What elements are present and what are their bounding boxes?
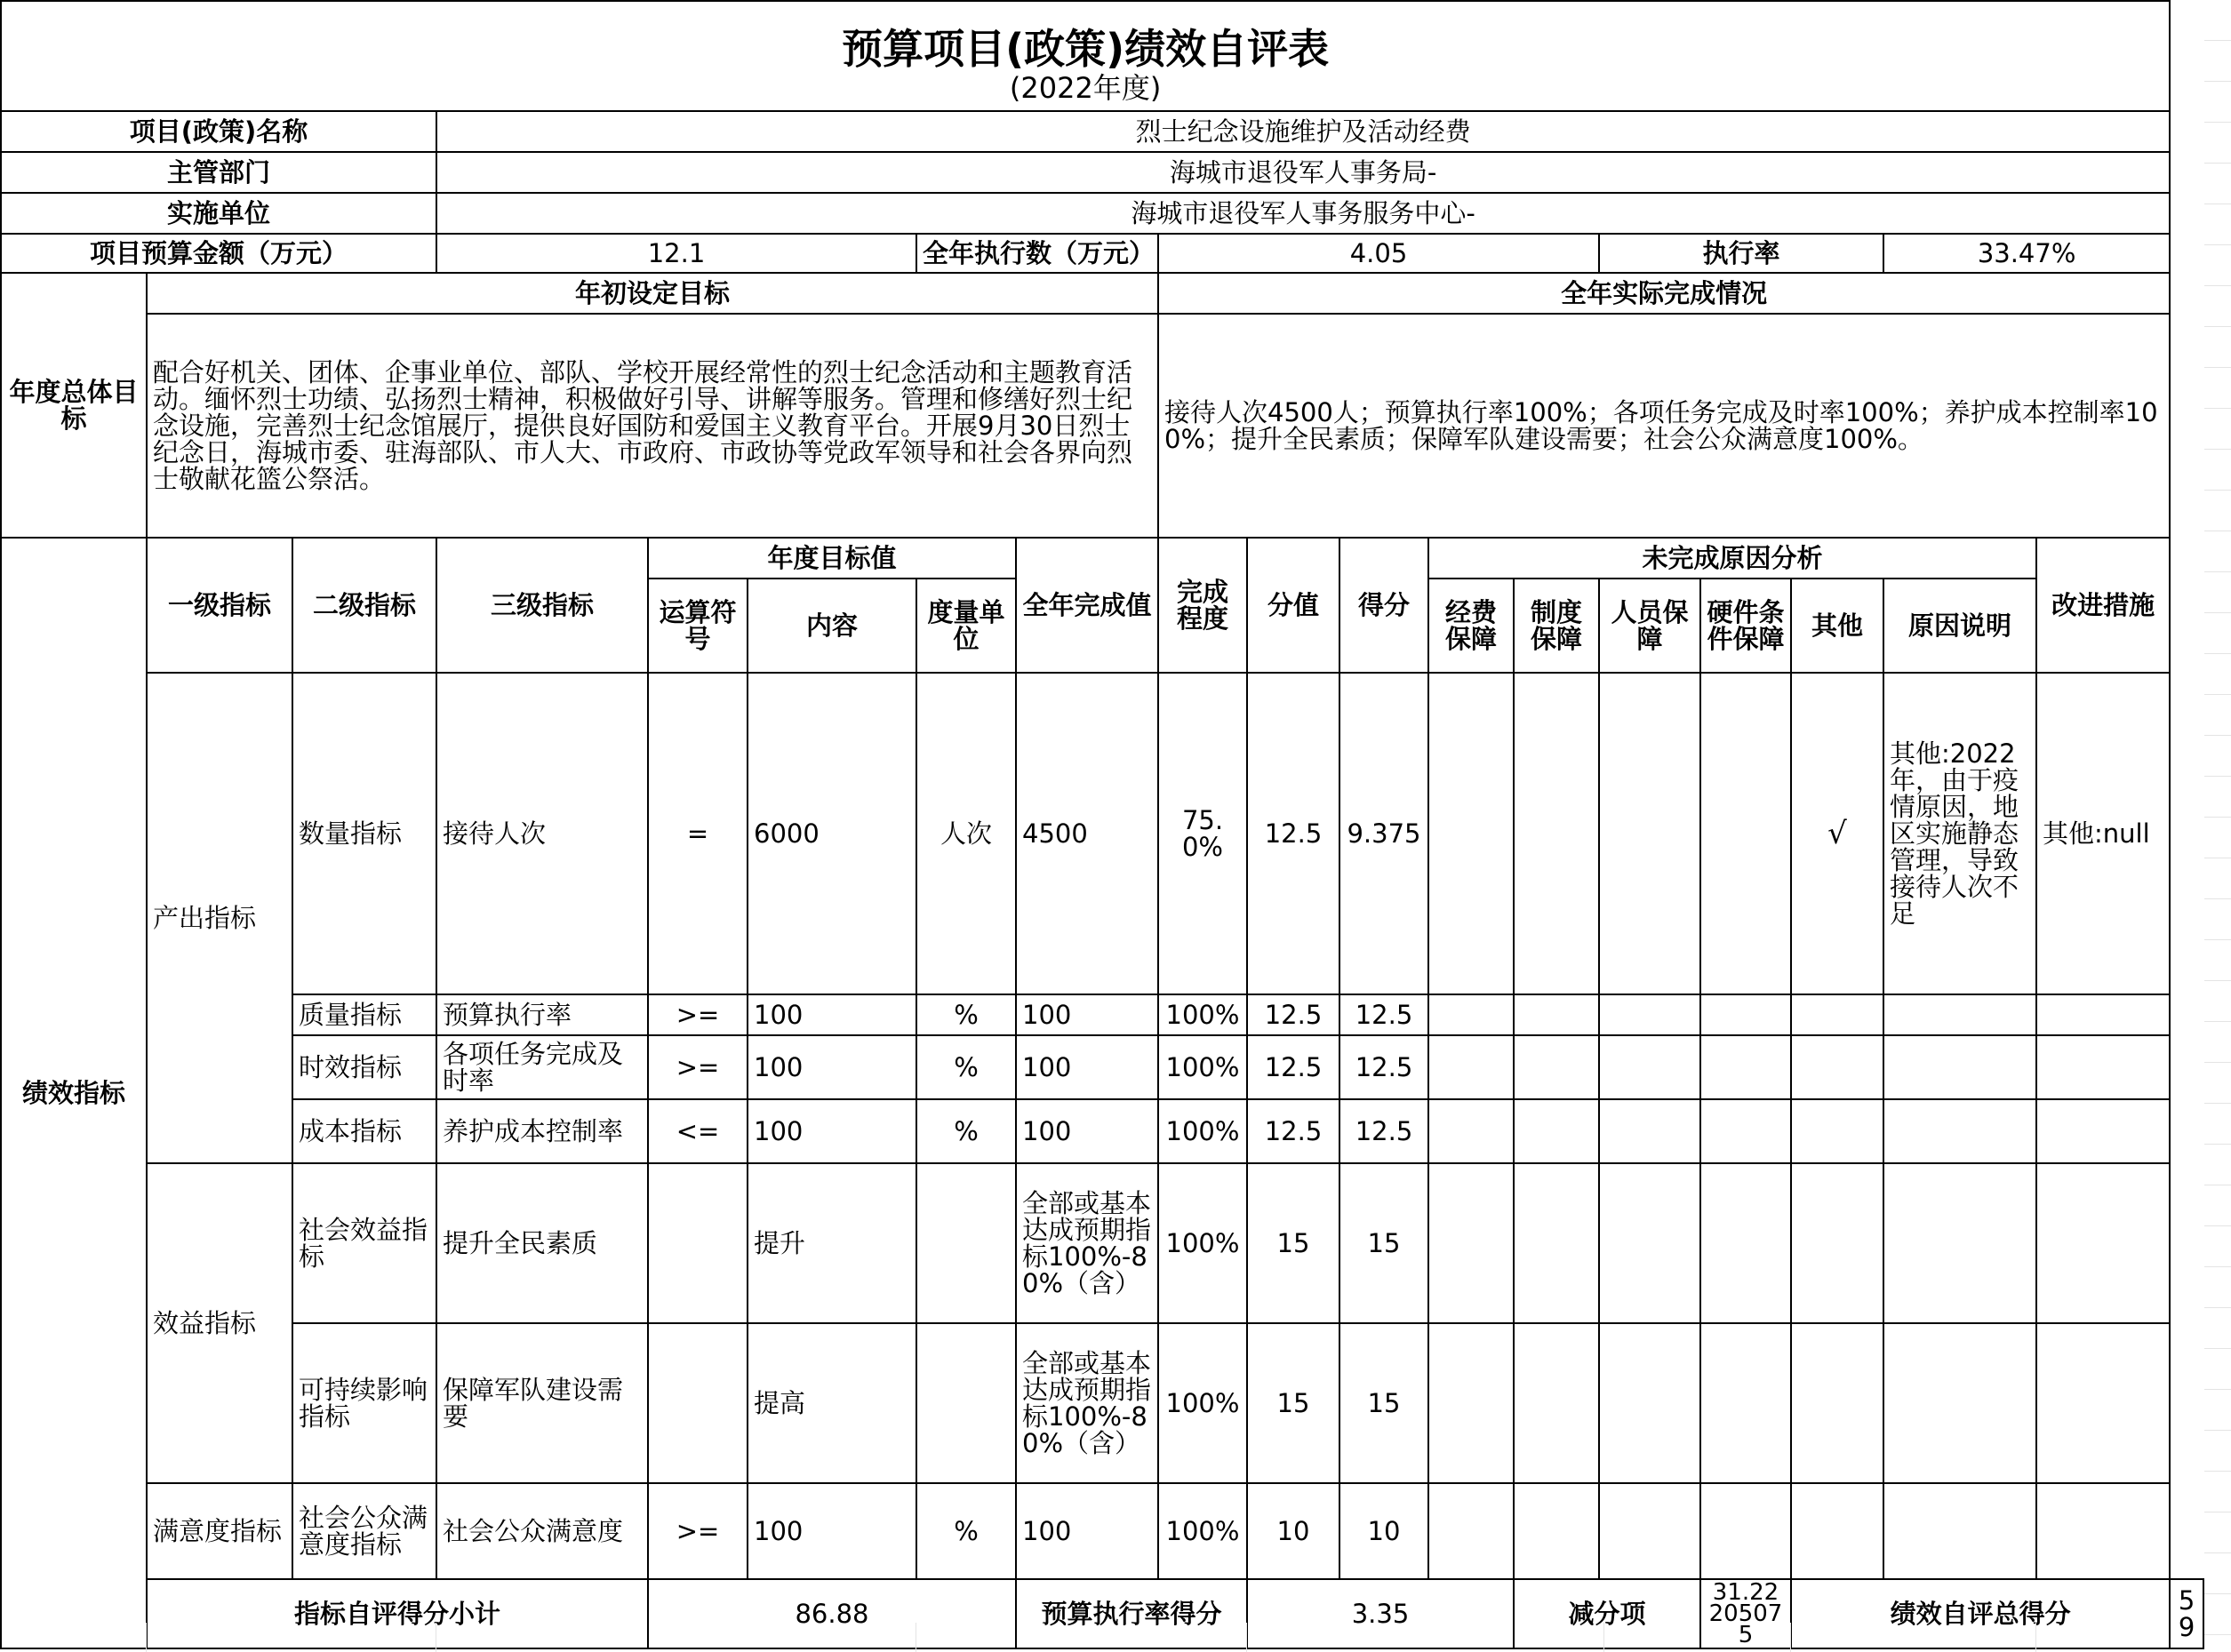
project-name-value: 烈士纪念设施维护及活动经费 — [436, 111, 2170, 152]
actual-cell: 100 — [1016, 1099, 1158, 1163]
level3-cell: 提升全民素质 — [436, 1163, 648, 1323]
header-reason-desc: 原因说明 — [1883, 579, 2036, 673]
level2-cell: 质量指标 — [292, 994, 436, 1035]
score-cell: 15 — [1247, 1323, 1339, 1483]
header-level1: 一级指标 — [147, 538, 292, 673]
got-cell: 12.5 — [1339, 1035, 1428, 1099]
reason-staff-cell — [1599, 673, 1700, 994]
dept-label: 主管部门 — [1, 152, 436, 193]
actual-cell: 全部或基本达成预期指标100%-80%（含） — [1016, 1163, 1158, 1323]
budget-label: 项目预算金额（万元） — [1, 234, 436, 273]
header-score: 分值 — [1247, 538, 1339, 673]
reason-fund-cell — [1428, 1323, 1514, 1483]
reason-system-cell — [1514, 1323, 1599, 1483]
got-cell: 10 — [1339, 1483, 1428, 1579]
table-row — [1, 994, 2203, 1035]
actual-cell: 4500 — [1016, 673, 1158, 994]
completion-cell: 100% — [1158, 1323, 1247, 1483]
page-title: 预算项目(政策)绩效自评表 — [842, 25, 1330, 73]
reason-desc-cell — [1883, 1163, 2036, 1323]
score-cell: 10 — [1247, 1483, 1339, 1579]
got-cell: 15 — [1339, 1323, 1428, 1483]
reason-staff-cell — [1599, 994, 1700, 1035]
level2-cell: 社会公众满意度指标 — [292, 1483, 436, 1579]
level3-cell: 各项任务完成及时率 — [436, 1035, 648, 1099]
unit-label: 实施单位 — [1, 193, 436, 234]
deduct-label: 减分项 — [1514, 1579, 1700, 1648]
rate-score-label: 预算执行率得分 — [1016, 1579, 1247, 1648]
reason-fund-cell — [1428, 1163, 1514, 1323]
unit-value: 海城市退役军人事务服务中心- — [436, 193, 2170, 234]
got-cell: 12.5 — [1339, 1099, 1428, 1163]
table-row — [1, 673, 2203, 994]
spreadsheet-gridlines-right — [2204, 0, 2231, 1652]
reason-desc-cell: 其他:2022年，由于疫情原因，地区实施静态管理，导致接待人次不足 — [1883, 673, 2036, 994]
content-cell: 提高 — [748, 1323, 916, 1483]
unit-cell: 人次 — [916, 673, 1016, 994]
subtotal-value: 86.88 — [648, 1579, 1016, 1648]
completion-cell: 75.0% — [1158, 673, 1247, 994]
header-unit: 度量单位 — [916, 579, 1016, 673]
reason-other-cell — [1791, 1323, 1883, 1483]
header-reason-staff: 人员保障 — [1599, 579, 1700, 673]
reason-desc-cell — [1883, 1323, 2036, 1483]
reason-hardware-cell — [1700, 994, 1791, 1035]
level2-cell: 社会效益指标 — [292, 1163, 436, 1323]
level2-cell: 时效指标 — [292, 1035, 436, 1099]
rate-value: 33.47% — [1883, 234, 2170, 273]
reason-other-check: √ — [1791, 673, 1883, 994]
reason-fund-cell — [1428, 1035, 1514, 1099]
reason-other-cell — [1791, 1099, 1883, 1163]
reason-hardware-cell — [1700, 1035, 1791, 1099]
table-row — [1, 1483, 2203, 1579]
header-reason-fund: 经费保障 — [1428, 579, 1514, 673]
total-value: 59 — [2170, 1579, 2203, 1648]
level2-cell: 可持续影响指标 — [292, 1323, 436, 1483]
group-satisfaction: 满意度指标 — [147, 1483, 292, 1579]
reason-other-cell — [1791, 1483, 1883, 1579]
got-cell: 9.375 — [1339, 673, 1428, 994]
level3-cell: 养护成本控制率 — [436, 1099, 648, 1163]
header-operator: 运算符号 — [648, 579, 748, 673]
content-cell: 100 — [748, 994, 916, 1035]
reason-staff-cell — [1599, 1483, 1700, 1579]
operator-cell: <= — [648, 1099, 748, 1163]
reason-fund-cell — [1428, 994, 1514, 1035]
reason-hardware-cell — [1700, 1323, 1791, 1483]
improve-cell — [2036, 1163, 2170, 1323]
unit-cell: % — [916, 1035, 1016, 1099]
improve-cell — [2036, 1035, 2170, 1099]
page-subtitle: (2022年度) — [1009, 71, 1162, 105]
content-cell: 100 — [748, 1099, 916, 1163]
reason-other-cell — [1791, 1163, 1883, 1323]
reason-other-cell — [1791, 994, 1883, 1035]
unit-cell — [916, 1163, 1016, 1323]
operator-cell: >= — [648, 994, 748, 1035]
unit-cell: % — [916, 1099, 1016, 1163]
completion-cell: 100% — [1158, 994, 1247, 1035]
level3-cell: 社会公众满意度 — [436, 1483, 648, 1579]
reason-desc-cell — [1883, 1035, 2036, 1099]
header-level3: 三级指标 — [436, 538, 648, 673]
table-row — [1, 1035, 2203, 1099]
actual-cell: 100 — [1016, 994, 1158, 1035]
header-improve: 改进措施 — [2036, 538, 2170, 673]
header-content: 内容 — [748, 579, 916, 673]
reason-system-cell — [1514, 1035, 1599, 1099]
reason-system-cell — [1514, 1099, 1599, 1163]
reason-system-cell — [1514, 673, 1599, 994]
reason-desc-cell — [1883, 994, 2036, 1035]
got-cell: 15 — [1339, 1163, 1428, 1323]
improve-cell — [2036, 1483, 2170, 1579]
level2-cell: 数量指标 — [292, 673, 436, 994]
project-name-label: 项目(政策)名称 — [1, 111, 436, 152]
reason-staff-cell — [1599, 1099, 1700, 1163]
operator-cell: >= — [648, 1035, 748, 1099]
improve-cell — [2036, 1323, 2170, 1483]
content-cell: 提升 — [748, 1163, 916, 1323]
unit-cell: % — [916, 994, 1016, 1035]
goals-section-label: 年度总体目标 — [1, 273, 147, 538]
completion-cell: 100% — [1158, 1163, 1247, 1323]
unit-cell — [916, 1323, 1016, 1483]
actual-cell: 100 — [1016, 1483, 1158, 1579]
dept-value: 海城市退役军人事务局- — [436, 152, 2170, 193]
subtotal-label: 指标自评得分小计 — [147, 1579, 648, 1648]
reason-fund-cell — [1428, 1099, 1514, 1163]
table-row — [1, 1099, 2203, 1163]
reason-other-cell — [1791, 1035, 1883, 1099]
reason-fund-cell — [1428, 673, 1514, 994]
header-got: 得分 — [1339, 538, 1428, 673]
score-cell: 12.5 — [1247, 673, 1339, 994]
score-cell: 12.5 — [1247, 1035, 1339, 1099]
header-target-group: 年度目标值 — [648, 538, 1016, 579]
improve-cell — [2036, 1099, 2170, 1163]
reason-system-cell — [1514, 994, 1599, 1035]
budget-value: 12.1 — [436, 234, 916, 273]
content-cell: 100 — [748, 1483, 916, 1579]
improve-cell: 其他:null — [2036, 673, 2170, 994]
level3-cell: 预算执行率 — [436, 994, 648, 1035]
reason-system-cell — [1514, 1163, 1599, 1323]
operator-cell: = — [648, 673, 748, 994]
actual-result-text: 接待人次4500人；预算执行率100%；各项任务完成及时率100%；养护成本控制率100%；提升全民素质；保障军队建设需要；社会公众满意度100%。 — [1158, 314, 2170, 538]
completion-cell: 100% — [1158, 1035, 1247, 1099]
header-reason-group: 未完成原因分析 — [1428, 538, 2036, 579]
level2-cell: 成本指标 — [292, 1099, 436, 1163]
reason-hardware-cell — [1700, 1163, 1791, 1323]
actual-cell: 100 — [1016, 1035, 1158, 1099]
completion-cell: 100% — [1158, 1483, 1247, 1579]
reason-desc-cell — [1883, 1483, 2036, 1579]
header-reason-other: 其他 — [1791, 579, 1883, 673]
reason-staff-cell — [1599, 1035, 1700, 1099]
deduct-value: 31.22205075 — [1700, 1579, 1791, 1648]
reason-staff-cell — [1599, 1163, 1700, 1323]
indicators-section-label: 绩效指标 — [1, 538, 147, 1648]
content-cell: 100 — [748, 1035, 916, 1099]
actual-result-header: 全年实际完成情况 — [1158, 273, 2170, 314]
planned-goal-header: 年初设定目标 — [147, 273, 1158, 314]
header-reason-hardware: 硬件条件保障 — [1700, 579, 1791, 673]
operator-cell — [648, 1163, 748, 1323]
operator-cell: >= — [648, 1483, 748, 1579]
reason-hardware-cell — [1700, 1483, 1791, 1579]
header-level2: 二级指标 — [292, 538, 436, 673]
score-cell: 12.5 — [1247, 1099, 1339, 1163]
reason-system-cell — [1514, 1483, 1599, 1579]
table-row — [1, 1323, 2203, 1483]
title-block — [1, 1, 2170, 111]
reason-fund-cell — [1428, 1483, 1514, 1579]
header-actual: 全年完成值 — [1016, 538, 1158, 673]
group-output: 产出指标 — [147, 673, 292, 1163]
table-row — [1, 1163, 2203, 1323]
reason-hardware-cell — [1700, 1099, 1791, 1163]
reason-desc-cell — [1883, 1099, 2036, 1163]
reason-hardware-cell — [1700, 673, 1791, 994]
header-completion: 完成程度 — [1158, 538, 1247, 673]
unit-cell: % — [916, 1483, 1016, 1579]
rate-score-value: 3.35 — [1247, 1579, 1514, 1648]
score-cell: 15 — [1247, 1163, 1339, 1323]
exec-value: 4.05 — [1158, 234, 1599, 273]
level3-cell: 接待人次 — [436, 673, 648, 994]
content-cell: 6000 — [748, 673, 916, 994]
actual-cell: 全部或基本达成预期指标100%-80%（含） — [1016, 1323, 1158, 1483]
improve-cell — [2036, 994, 2170, 1035]
group-benefit: 效益指标 — [147, 1163, 292, 1483]
total-label: 绩效自评总得分 — [1791, 1579, 2170, 1648]
planned-goal-text: 配合好机关、团体、企事业单位、部队、学校开展经常性的烈士纪念活动和主题教育活动。缅怀烈士功绩、弘扬烈士精神，积极做好引导、讲解等服务。管理和修缮好烈士纪念设施，完善烈士纪念馆展厅，提供良好国防和爱国主义教育平台。开展9月30日烈士纪念日，海城市委、驻海部队、市人大、市政府、市政协等党政军领导和社会各界向烈士敬献花篮公祭活。 — [147, 314, 1158, 538]
header-reason-system: 制度保障 — [1514, 579, 1599, 673]
operator-cell — [648, 1323, 748, 1483]
level3-cell: 保障军队建设需要 — [436, 1323, 648, 1483]
rate-label: 执行率 — [1599, 234, 1883, 273]
reason-staff-cell — [1599, 1323, 1700, 1483]
exec-label: 全年执行数（万元） — [916, 234, 1158, 273]
got-cell: 12.5 — [1339, 994, 1428, 1035]
completion-cell: 100% — [1158, 1099, 1247, 1163]
score-cell: 12.5 — [1247, 994, 1339, 1035]
spreadsheet-gridlines-bottom — [0, 1623, 2231, 1652]
